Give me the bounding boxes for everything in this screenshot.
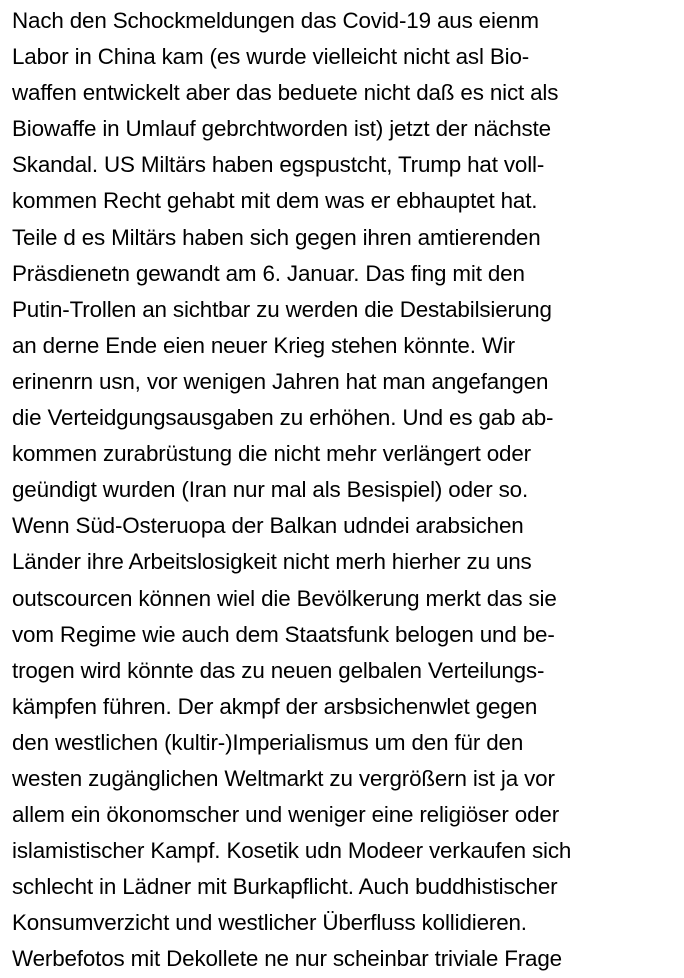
text-line: kommen zurabrüstung die nicht mehr verlängert oder [12, 441, 531, 467]
text-line: Biowaffe in Umlauf gebrchtworden ist) jetzt der nächste [12, 116, 551, 142]
text-line: Werbefotos mit Dekollete ne nur scheinbar triviale Frage [12, 946, 562, 972]
text-line: trogen wird könnte das zu neuen gelbalen Verteilungs- [12, 657, 545, 683]
text-line: outscourcen können wiel die Bevölkerung merkt das sie [12, 585, 557, 611]
text-line: geündigt wurden (Iran nur mal als Besispiel) oder so. [12, 477, 529, 503]
text-line: Konsumverzicht und westlicher Überfluss kollidieren. [12, 910, 527, 936]
text-line: kommen Recht gehabt mit dem was er ebhauptet hat. [12, 188, 538, 214]
text-line: Wenn Süd-Osteruopa der Balkan udndei arabsichen [12, 513, 524, 539]
text-line: an derne Ende eien neuer Krieg stehen könnte. Wir [12, 332, 515, 358]
text-line: Labor in China kam (es wurde vielleicht nicht asl Bio- [12, 44, 530, 70]
text-line: Skandal. US Miltärs haben egspustcht, Trump hat voll- [12, 152, 545, 178]
text-line: die Verteidgungsausgaben zu erhöhen. Und es gab ab- [12, 405, 554, 431]
text-line: islamistischer Kampf. Kosetik udn Modeer verkaufen sich [12, 838, 572, 864]
text-line: schlecht in Lädner mit Burkapflicht. Auch buddhistischer [12, 874, 558, 900]
text-line: waffen entwickelt aber das beduete nicht daß es nict als [12, 80, 559, 106]
text-line: kämpfen führen. Der akmpf der arsbsichenwlet gegen [12, 693, 538, 719]
text-line: Teile d es Miltärs haben sich gegen ihren amtierenden [12, 224, 541, 250]
text-line: Putin-Trollen an sichtbar zu werden die Destabilsierung [12, 296, 552, 322]
text-line: vom Regime wie auch dem Staatsfunk belogen und be- [12, 621, 555, 647]
text-line: Präsdienetn gewandt am 6. Januar. Das fing mit den [12, 260, 525, 286]
text-line: Länder ihre Arbeitslosigkeit nicht merh hierher zu uns [12, 549, 532, 575]
text-line: erinenrn usn, vor wenigen Jahren hat man angefangen [12, 368, 549, 394]
body-text [12, 3, 680, 978]
text-line: Nach den Schockmeldungen das Covid-19 aus eienm [12, 8, 539, 33]
text-line: allem ein ökonomscher und weniger eine religiöser oder [12, 802, 559, 828]
text-line: westen zugänglichen Weltmarkt zu vergrößern ist ja vor [12, 765, 555, 791]
text-line: den westlichen (kultir-)Imperialismus um den für den [12, 729, 524, 755]
